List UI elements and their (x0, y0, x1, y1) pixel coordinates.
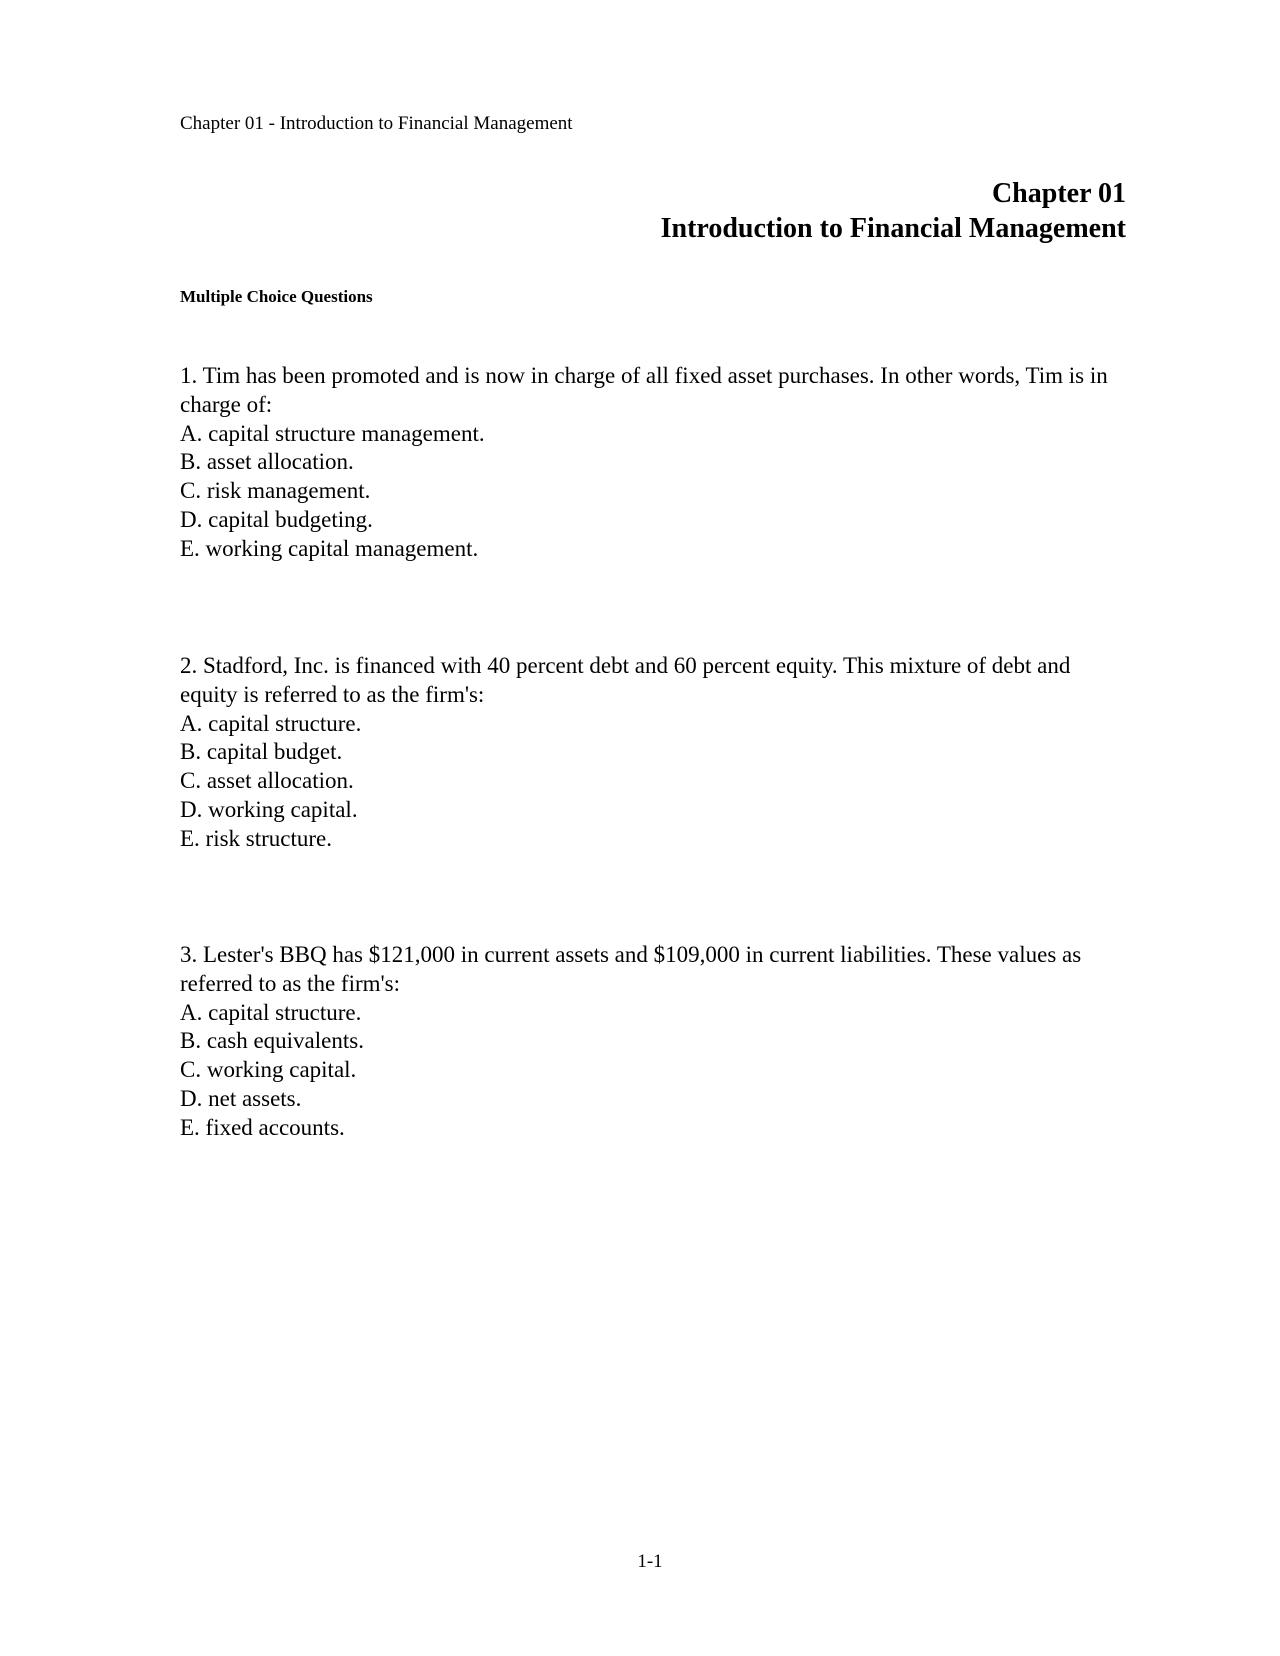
question-1 (180, 362, 1120, 564)
answer-option-e: E. fixed accounts. (180, 1114, 345, 1140)
chapter-title (661, 176, 1126, 246)
page-number: 1-1 (637, 1551, 663, 1572)
answer-option-e: E. risk structure. (180, 825, 333, 851)
question-stem: 1. Tim has been promoted and is now in charge of all fixed asset purchases. In other words, Tim is in charge of: (180, 363, 1108, 417)
chapter-number: Chapter 01 (991, 178, 1126, 209)
answer-option-b: B. asset allocation. (180, 449, 354, 475)
question-stem: 3. Lester's BBQ has $121,000 in current assets and $109,000 in current liabilities. These values as referred to as the firm's: (180, 942, 1082, 996)
answer-option-d: D. net assets. (180, 1085, 302, 1111)
answer-option-c: C. working capital. (180, 1057, 357, 1083)
answer-option-e: E. working capital management. (180, 535, 479, 561)
running-header: Chapter 01 - Introduction to Financial Management (180, 113, 573, 134)
answer-option-c: C. risk management. (180, 478, 371, 504)
answer-option-a: A. capital structure management. (180, 420, 485, 446)
question-2 (180, 652, 1120, 854)
answer-option-a: A. capital structure. (180, 999, 362, 1025)
answer-option-d: D. working capital. (180, 796, 358, 822)
answer-option-b: B. cash equivalents. (180, 1028, 364, 1054)
chapter-name: Introduction to Financial Management (660, 213, 1126, 244)
answer-option-d: D. capital budgeting. (180, 506, 373, 532)
answer-option-c: C. asset allocation. (180, 768, 354, 794)
answer-option-b: B. capital budget. (180, 739, 343, 765)
question-stem: 2. Stadford, Inc. is financed with 40 percent debt and 60 percent equity. This mixture of debt and equity is referred to as the firm's: (180, 653, 1071, 707)
question-3 (180, 941, 1120, 1143)
answer-option-a: A. capital structure. (180, 710, 362, 736)
section-heading: Multiple Choice Questions (180, 287, 373, 306)
